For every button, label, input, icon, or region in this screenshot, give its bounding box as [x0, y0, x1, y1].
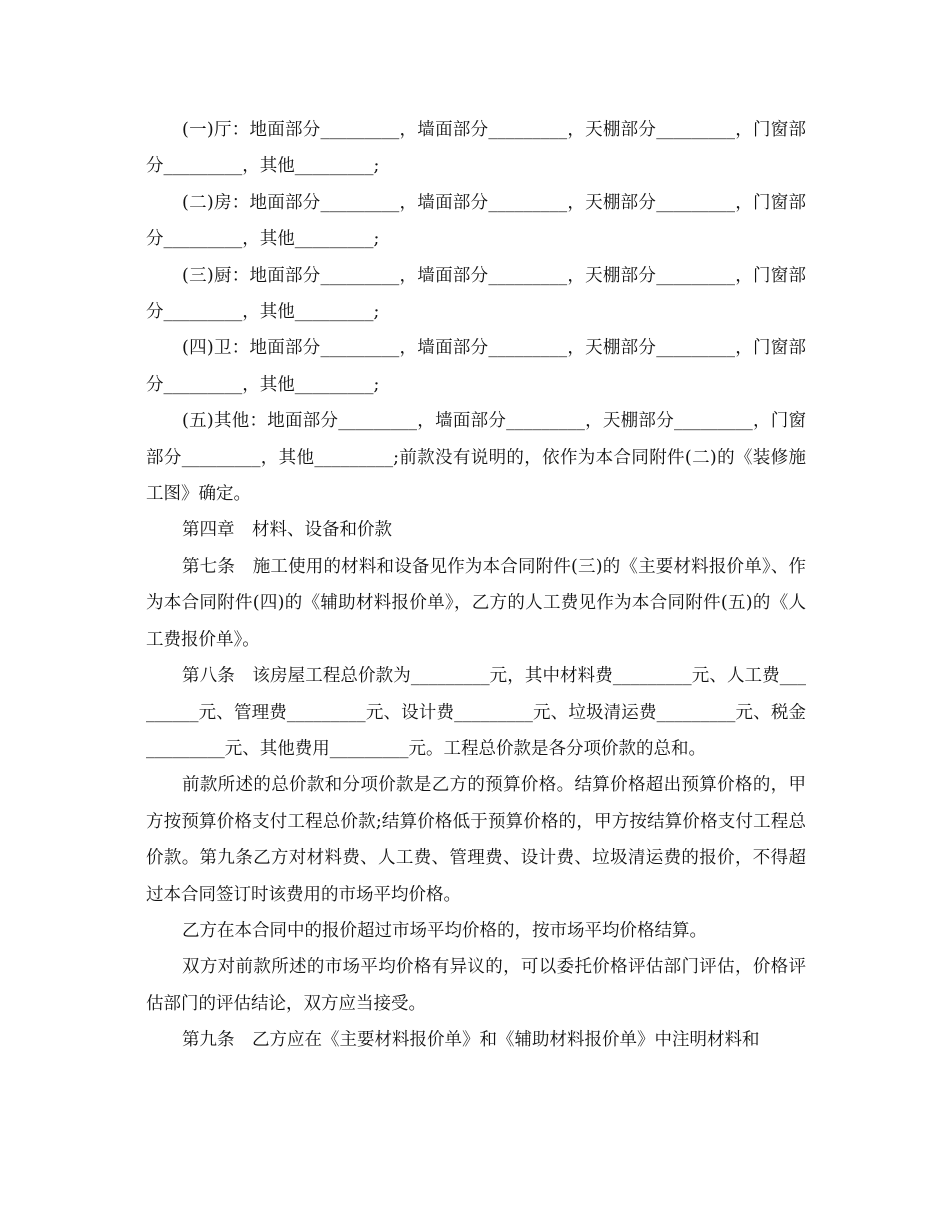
dispute-paragraph: 双方对前款所述的市场平均价格有异议的，可以委托价格评估部门评估，价格评估部门的评估结论，双方应当接受。	[146, 957, 806, 1014]
clause-kitchen: (三)厨：地面部分_________，墙面部分_________，天棚部分_________，门窗部分_________，其他_________;	[146, 265, 806, 323]
article-eight: 第八条 该房屋工程总价款为_________元，其中材料费_________元、人工费_________元、管理费_________元、设计费_________元、垃圾清运费_________元、税金_________元、其他费用_________元。工程总价款是各分项价款的总和。	[146, 666, 806, 759]
article-nine: 第九条 乙方应在《主要材料报价单》和《辅助材料报价单》中注明材料和	[182, 1030, 760, 1051]
budget-price-paragraph: 前款所述的总价款和分项价款是乙方的预算价格。结算价格超出预算价格的，甲方按预算价格支付工程总价款;结算价格低于预算价格的，甲方按结算价格支付工程总价款。第九条乙方对材料费、人工费、管理费、设计费、垃圾清运费的报价，不得超过本合同签订时该费用的市场平均价格。	[146, 775, 806, 905]
clause-bathroom: (四)卫：地面部分_________，墙面部分_________，天棚部分_________，门窗部分_________，其他_________;	[146, 338, 806, 395]
market-price-paragraph: 乙方在本合同中的报价超过市场平均价格的，按市场平均价格结算。	[182, 920, 707, 941]
clause-room: (二)房：地面部分_________，墙面部分_________，天棚部分_________，门窗部分_________，其他_________;	[146, 192, 806, 250]
document-page	[146, 112, 806, 1059]
clause-other: (五)其他：地面部分_________，墙面部分_________，天棚部分_________，门窗部分_________，其他_________;前款没有说明的，依作为本合同附件(二)的《装修施工图》确定。	[146, 411, 806, 505]
article-seven: 第七条 施工使用的材料和设备见作为本合同附件(三)的《主要材料报价单》、作为本合同附件(四)的《辅助材料报价单》，乙方的人工费见作为本合同附件(五)的《人工费报价单》。	[146, 556, 806, 650]
chapter-four-heading: 第四章 材料、设备和价款	[182, 520, 392, 541]
clause-hall: (一)厅：地面部分_________，墙面部分_________，天棚部分_________，门窗部分_________，其他_________;	[146, 120, 806, 177]
